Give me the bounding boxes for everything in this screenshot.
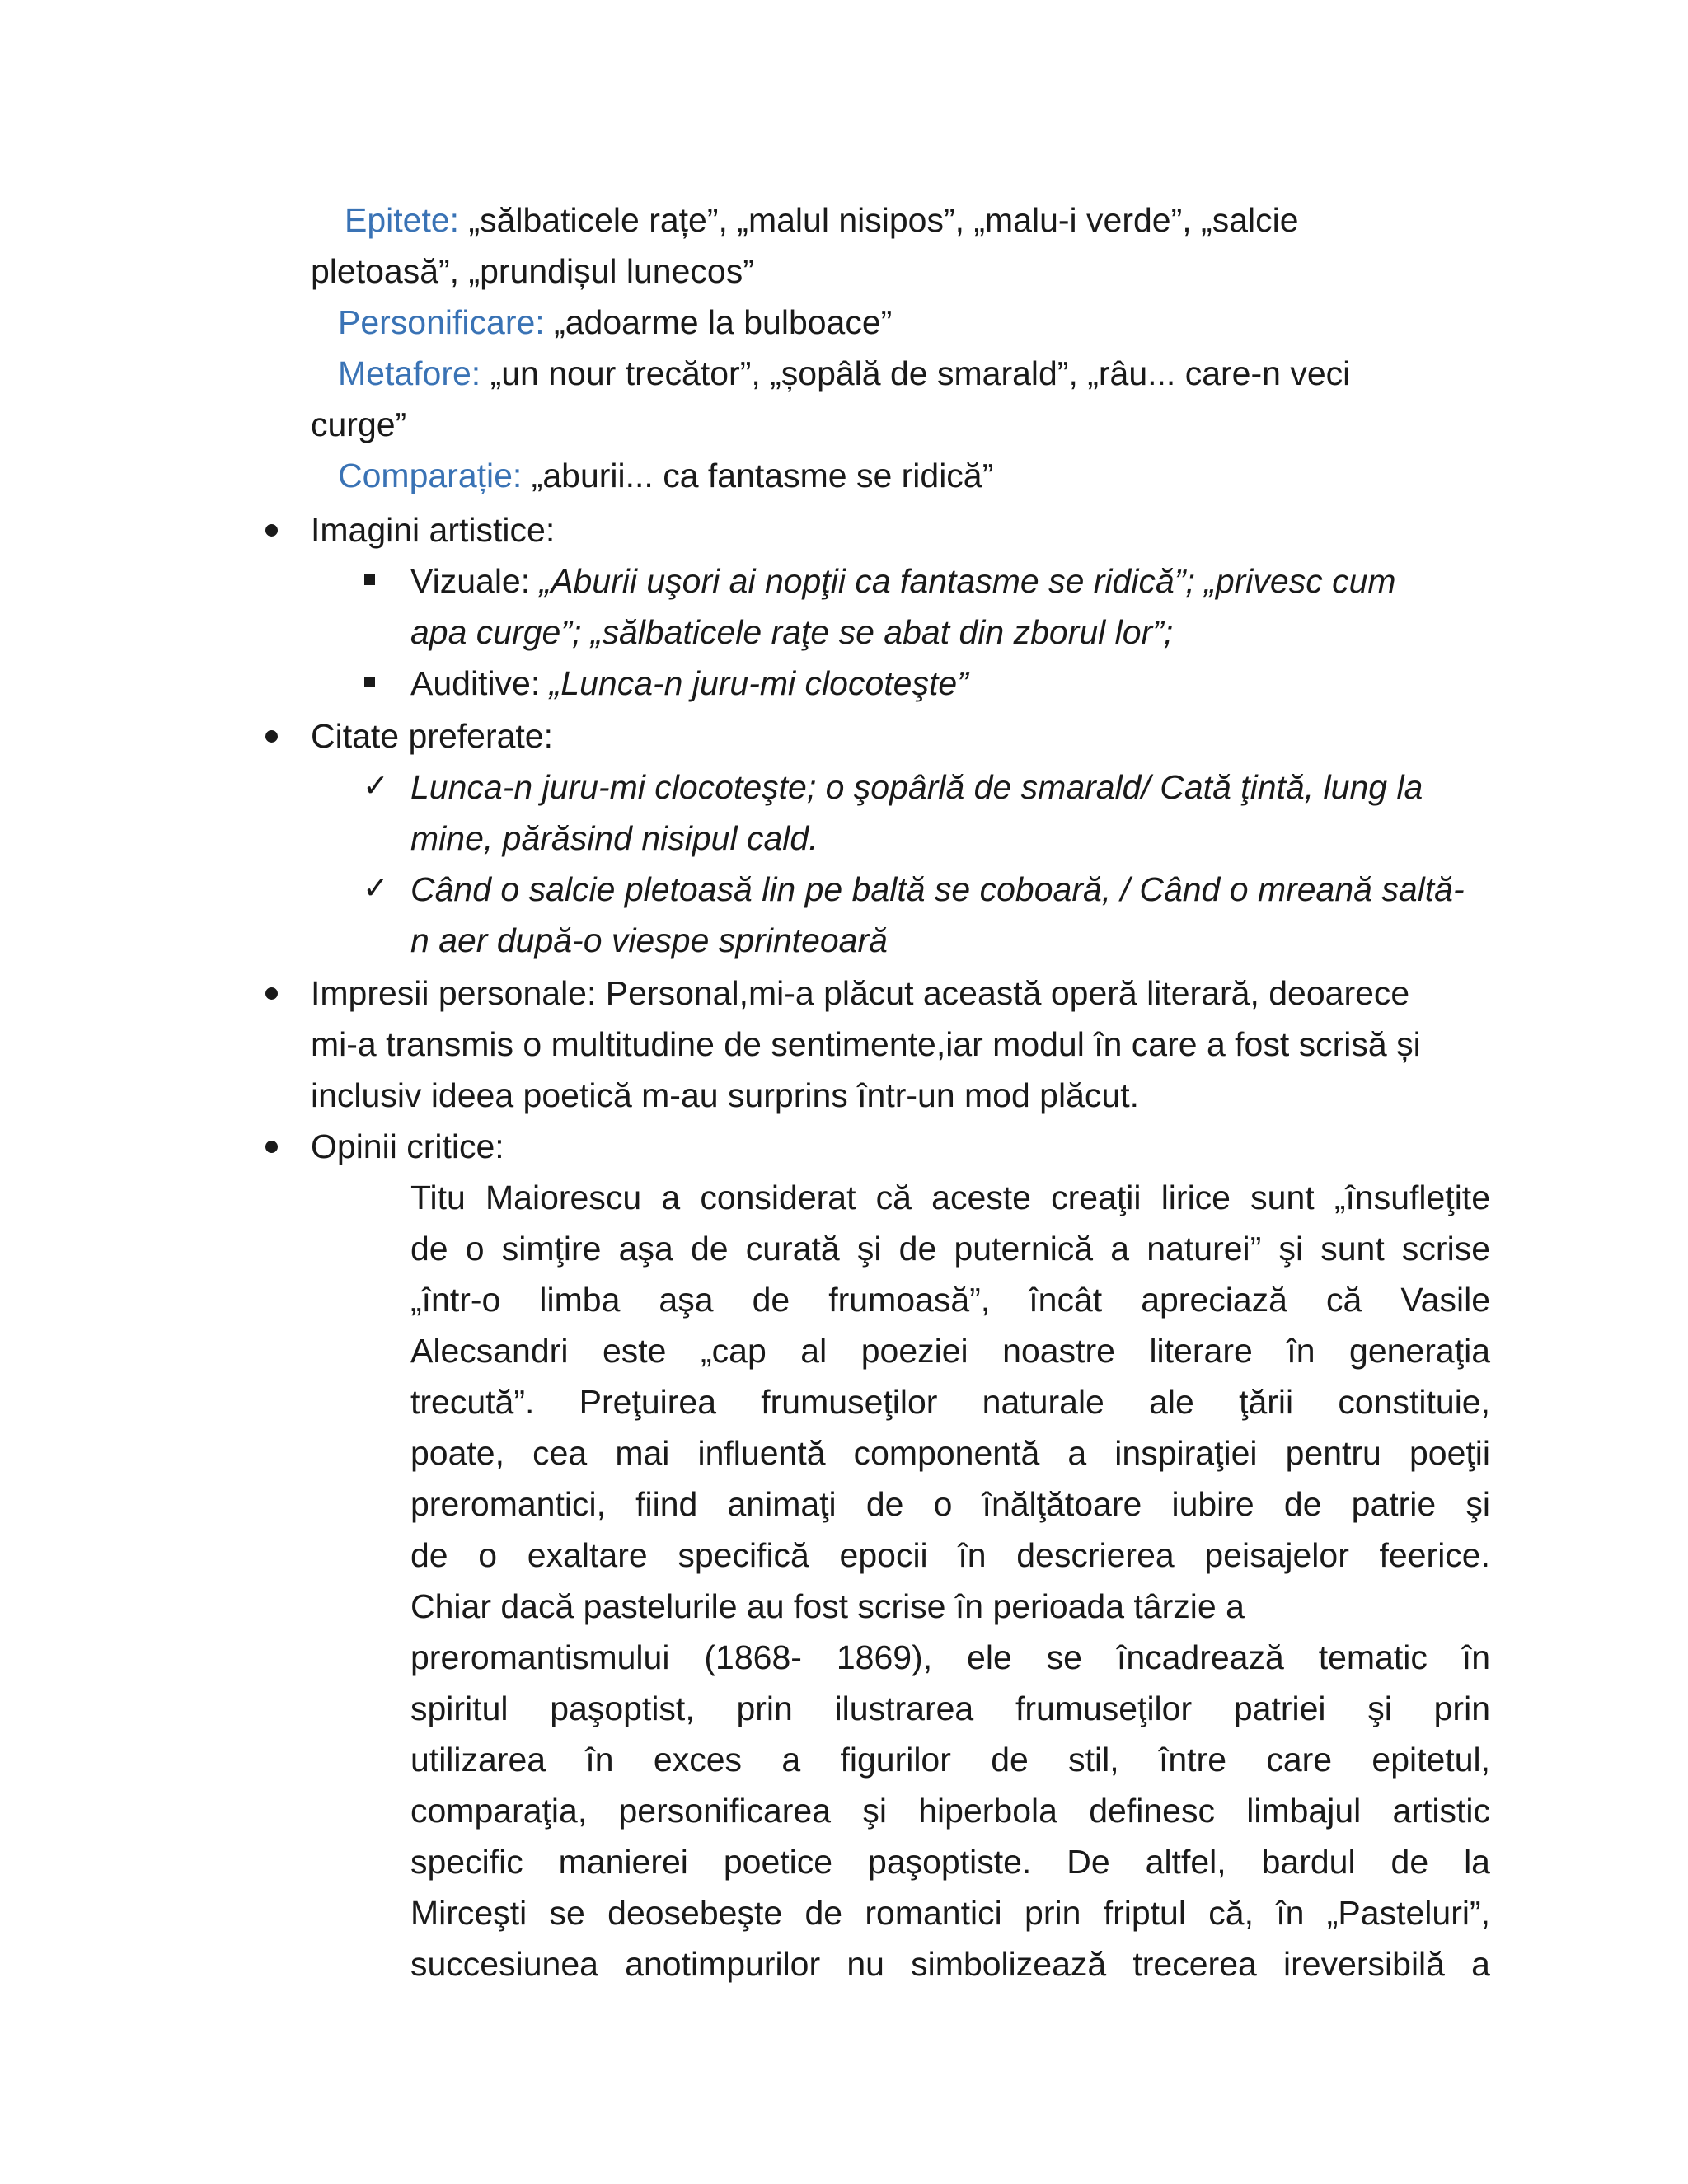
vizuale-label: Vizuale:	[410, 562, 540, 600]
epitete-label: Epitete:	[345, 201, 460, 239]
metafore-continuation: curge”	[311, 405, 407, 443]
checkmark-icon: ✓	[363, 869, 389, 906]
opinii-line: Chiar dacă pastelurile au fost scrise în perioada târzie a	[410, 1587, 1245, 1625]
citat-1-line-2: mine, părăsind nisipul cald.	[410, 819, 818, 857]
citat-2-line-1: Când o salcie pletoasă lin pe baltă se coboară, / Când o mreană saltă-	[410, 870, 1465, 908]
bullet-icon	[265, 1141, 278, 1153]
citate-heading: Citate preferate:	[311, 717, 553, 755]
vizuale-text: „Aburii uşori ai nopţii ca fantasme se ridică”; „privesc cum	[539, 562, 1396, 600]
opinii-line: utilizarea în exces a figurilor de stil, între care epitetul,	[410, 1741, 1490, 1779]
impresii-line-3: inclusiv ideea poetică m-au surprins într-un mod plăcut.	[311, 1076, 1139, 1114]
epitete-line	[345, 194, 1299, 246]
comparatie-label: Comparație:	[338, 457, 523, 494]
personificare-label: Personificare:	[338, 303, 545, 341]
epitete-continuation: pletoasă”, „prundișul lunecos”	[311, 252, 754, 290]
metafore-label: Metafore:	[338, 354, 481, 392]
opinii-line: preromantismului (1868- 1869), ele se încadrează tematic în	[410, 1638, 1490, 1676]
opinii-line: preromantici, fiind animaţi de o înălţătoare iubire de patrie şi	[410, 1485, 1490, 1523]
opinii-line: „într-o limba aşa de frumoasă”, încât apreciază că Vasile	[410, 1281, 1490, 1319]
opinii-line: Mirceşti se deosebeşte de romantici prin friptul că, în „Pasteluri”,	[410, 1894, 1490, 1932]
personificare-text: „adoarme la bulboace”	[544, 303, 893, 341]
square-bullet-icon	[364, 677, 375, 687]
imagini-heading: Imagini artistice:	[311, 511, 556, 549]
bullet-icon	[265, 730, 278, 743]
opinii-line: comparaţia, personificarea şi hiperbola definesc limbajul artistic	[410, 1792, 1490, 1830]
opinii-line: de o simţire aşa de curată şi de puternică a naturei” şi sunt scrise	[410, 1230, 1490, 1268]
metafore-text: „un nour trecător”, „șopâlă de smarald”, „râu... care-n veci	[481, 354, 1351, 392]
opinii-paragraph	[410, 1172, 1490, 1990]
square-bullet-icon	[364, 574, 375, 585]
auditive-label: Auditive:	[410, 664, 550, 702]
opinii-line: poate, cea mai influentă componentă a inspiraţiei pentru poeţii	[410, 1434, 1490, 1472]
impresii-line-1: Impresii personale: Personal,mi-a plăcut această operă literară, deoarece	[311, 974, 1410, 1012]
metafore-line	[338, 348, 1350, 399]
vizuale-continuation: apa curge”; „sălbaticele raţe se abat din zborul lor”;	[410, 613, 1174, 651]
vizuale-line	[410, 555, 1396, 607]
auditive-line	[410, 658, 968, 709]
comparatie-text: „aburii... ca fantasme se ridică”	[522, 457, 994, 494]
opinii-line: Titu Maiorescu a considerat că aceste creaţii lirice sunt „însufleţite	[410, 1179, 1490, 1216]
opinii-heading: Opinii critice:	[311, 1127, 504, 1165]
comparatie-line	[338, 450, 993, 501]
opinii-line: spiritul paşoptist, prin ilustrarea frumuseţilor patriei şi prin	[410, 1690, 1490, 1727]
epitete-text: „sălbaticele rațe”, „malul nisipos”, „malu-i verde”, „salcie	[459, 201, 1299, 239]
auditive-text: „Lunca-n juru-mi clocoteşte”	[549, 664, 968, 702]
bullet-icon	[265, 987, 278, 1000]
impresii-line-2: mi-a transmis o multitudine de sentimente,iar modul în care a fost scrisă și	[311, 1025, 1421, 1063]
citat-1-line-1: Lunca-n juru-mi clocoteşte; o şopârlă de smarald/ Cată ţintă, lung la	[410, 768, 1423, 806]
opinii-line: specific manierei poetice paşoptiste. De altfel, bardul de la	[410, 1843, 1490, 1881]
personificare-line	[338, 297, 892, 348]
opinii-line: de o exaltare specifică epocii în descrierea peisajelor feerice.	[410, 1536, 1490, 1574]
opinii-line: trecută”. Preţuirea frumuseţilor naturale ale ţării constituie,	[410, 1383, 1490, 1421]
bullet-icon	[265, 524, 278, 537]
citat-2-line-2: n aer după-o viespe sprinteoară	[410, 921, 888, 959]
opinii-line: Alecsandri este „cap al poeziei noastre literare în generaţia	[410, 1332, 1490, 1370]
checkmark-icon: ✓	[363, 767, 389, 804]
opinii-line: succesiunea anotimpurilor nu simbolizează trecerea ireversibilă a	[410, 1945, 1490, 1983]
